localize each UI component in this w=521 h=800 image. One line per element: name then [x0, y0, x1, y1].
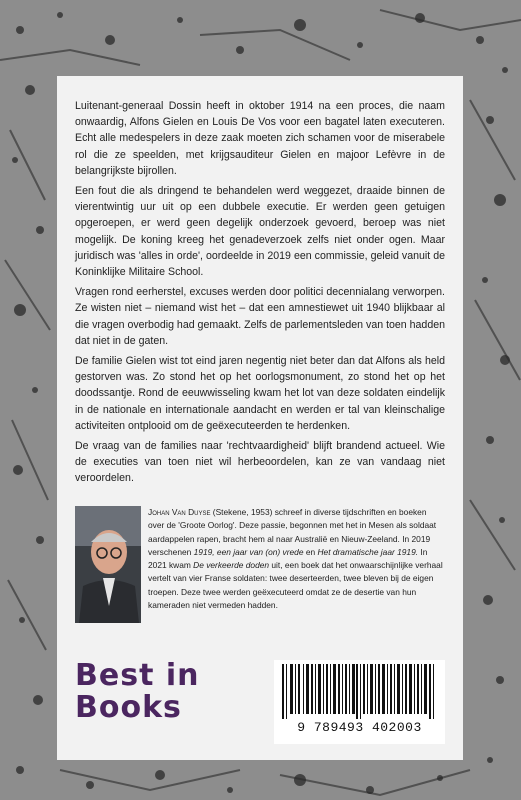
author-bio-part-3: In 2021 kwam — [148, 546, 428, 571]
publisher-logo-line-2: Books — [75, 690, 182, 725]
blurb-text — [75, 98, 445, 491]
author-bio-part-4: uit, een boek dat het onwaarschijnlijke verhaal vertelt van vier Franse soldaten: twee deserteerden, twee bleven bij de eigen troepen. Deze twee werden geëxecuteerd omdat ze de desertie van hun kameraden niet vermeden hadden. — [148, 560, 443, 611]
author-photo — [75, 506, 141, 623]
blurb-paragraph-1: Luitenant-generaal Dossin heeft in oktober 1914 na een proces, die naam onwaardig, Alfons Gielen en Louis De Vos voor een bagatel laten executeren. Echt alle medespelers in deze zaak moeten zich schamen voor de miserabele rol die ze speelden, met krijgsauditeur Gielen en majoor Lefèvre in de belangrijkste bijrollen. — [75, 100, 445, 177]
blurb-paragraph-4: De familie Gielen wist tot eind jaren negentig niet beter dan dat Alfons als held gestorven was. Zo stond het op het oorlogsmonument, zo stond het op het doodssantje. Rond de eeuwwisseling kwam het lot van deze soldaten eindelijk in de nationale en internationale aandacht en werden er tal van kleinschalige activiteiten ontplooid om de geëxecuteerden te herdenken. — [75, 355, 445, 432]
back-cover-panel — [57, 76, 463, 760]
isbn-barcode — [274, 660, 445, 744]
author-name: Johan Van Duyse — [148, 507, 211, 517]
author-bio — [148, 506, 445, 612]
author-bio-part-1: (Stekene, 1953) schreef in diverse tijdschriften en boeken over de 'Groote Oorlog'. Deze passie, begonnen met het in Mesen als soldaat aardappelen rapen, bracht hem al naar Australië en Nieuw-Zeeland. In 2019 verschenen — [148, 507, 437, 557]
publisher-logo-line-1: Best in — [75, 658, 200, 693]
author-book-2: Het dramatische jaar 1919. — [317, 546, 419, 557]
barcode-bars — [278, 664, 441, 719]
isbn-number: 9 789493 402003 — [297, 720, 422, 735]
author-section — [75, 506, 445, 626]
author-book-3: De verkeerde doden — [193, 560, 270, 571]
blurb-paragraph-3: Vragen rond eerherstel, excuses werden door politici decennialang verworpen. Ze wisten niet – niemand wist het – dat een amnestiewet uit 1940 blijkbaar al die vragen overbodig had gemaakt. Zelfs de parlementsleden van toen hadden dat niet in de gaten. — [75, 286, 445, 347]
publisher-logo — [75, 660, 205, 732]
blurb-paragraph-5: De vraag van de families naar 'rechtvaardigheid' blijft brandend actueel. Wie de executies van toen niet wil herbeoordelen, kan ze van vandaag niet veroordelen. — [75, 440, 445, 485]
author-book-1: 1919, een jaar van (on) vrede — [193, 546, 304, 557]
author-bio-part-2: en — [303, 546, 318, 557]
blurb-paragraph-2: Een fout die als dringend te behandelen werd weggezet, draaide binnen de vierentwintig uur uit op een dubbele executie. Er werden geen getuigen opgeroepen, er werd geen degelijk onderzoek gevoerd, beroep was niet mogelijk. De koning kreeg het genadeverzoek zelfs niet onder ogen. Maar juridisch was 'alles in orde', oordeelde in 2019 een commissie, geleid vanuit de Koninklijke Militaire School. — [75, 185, 445, 279]
